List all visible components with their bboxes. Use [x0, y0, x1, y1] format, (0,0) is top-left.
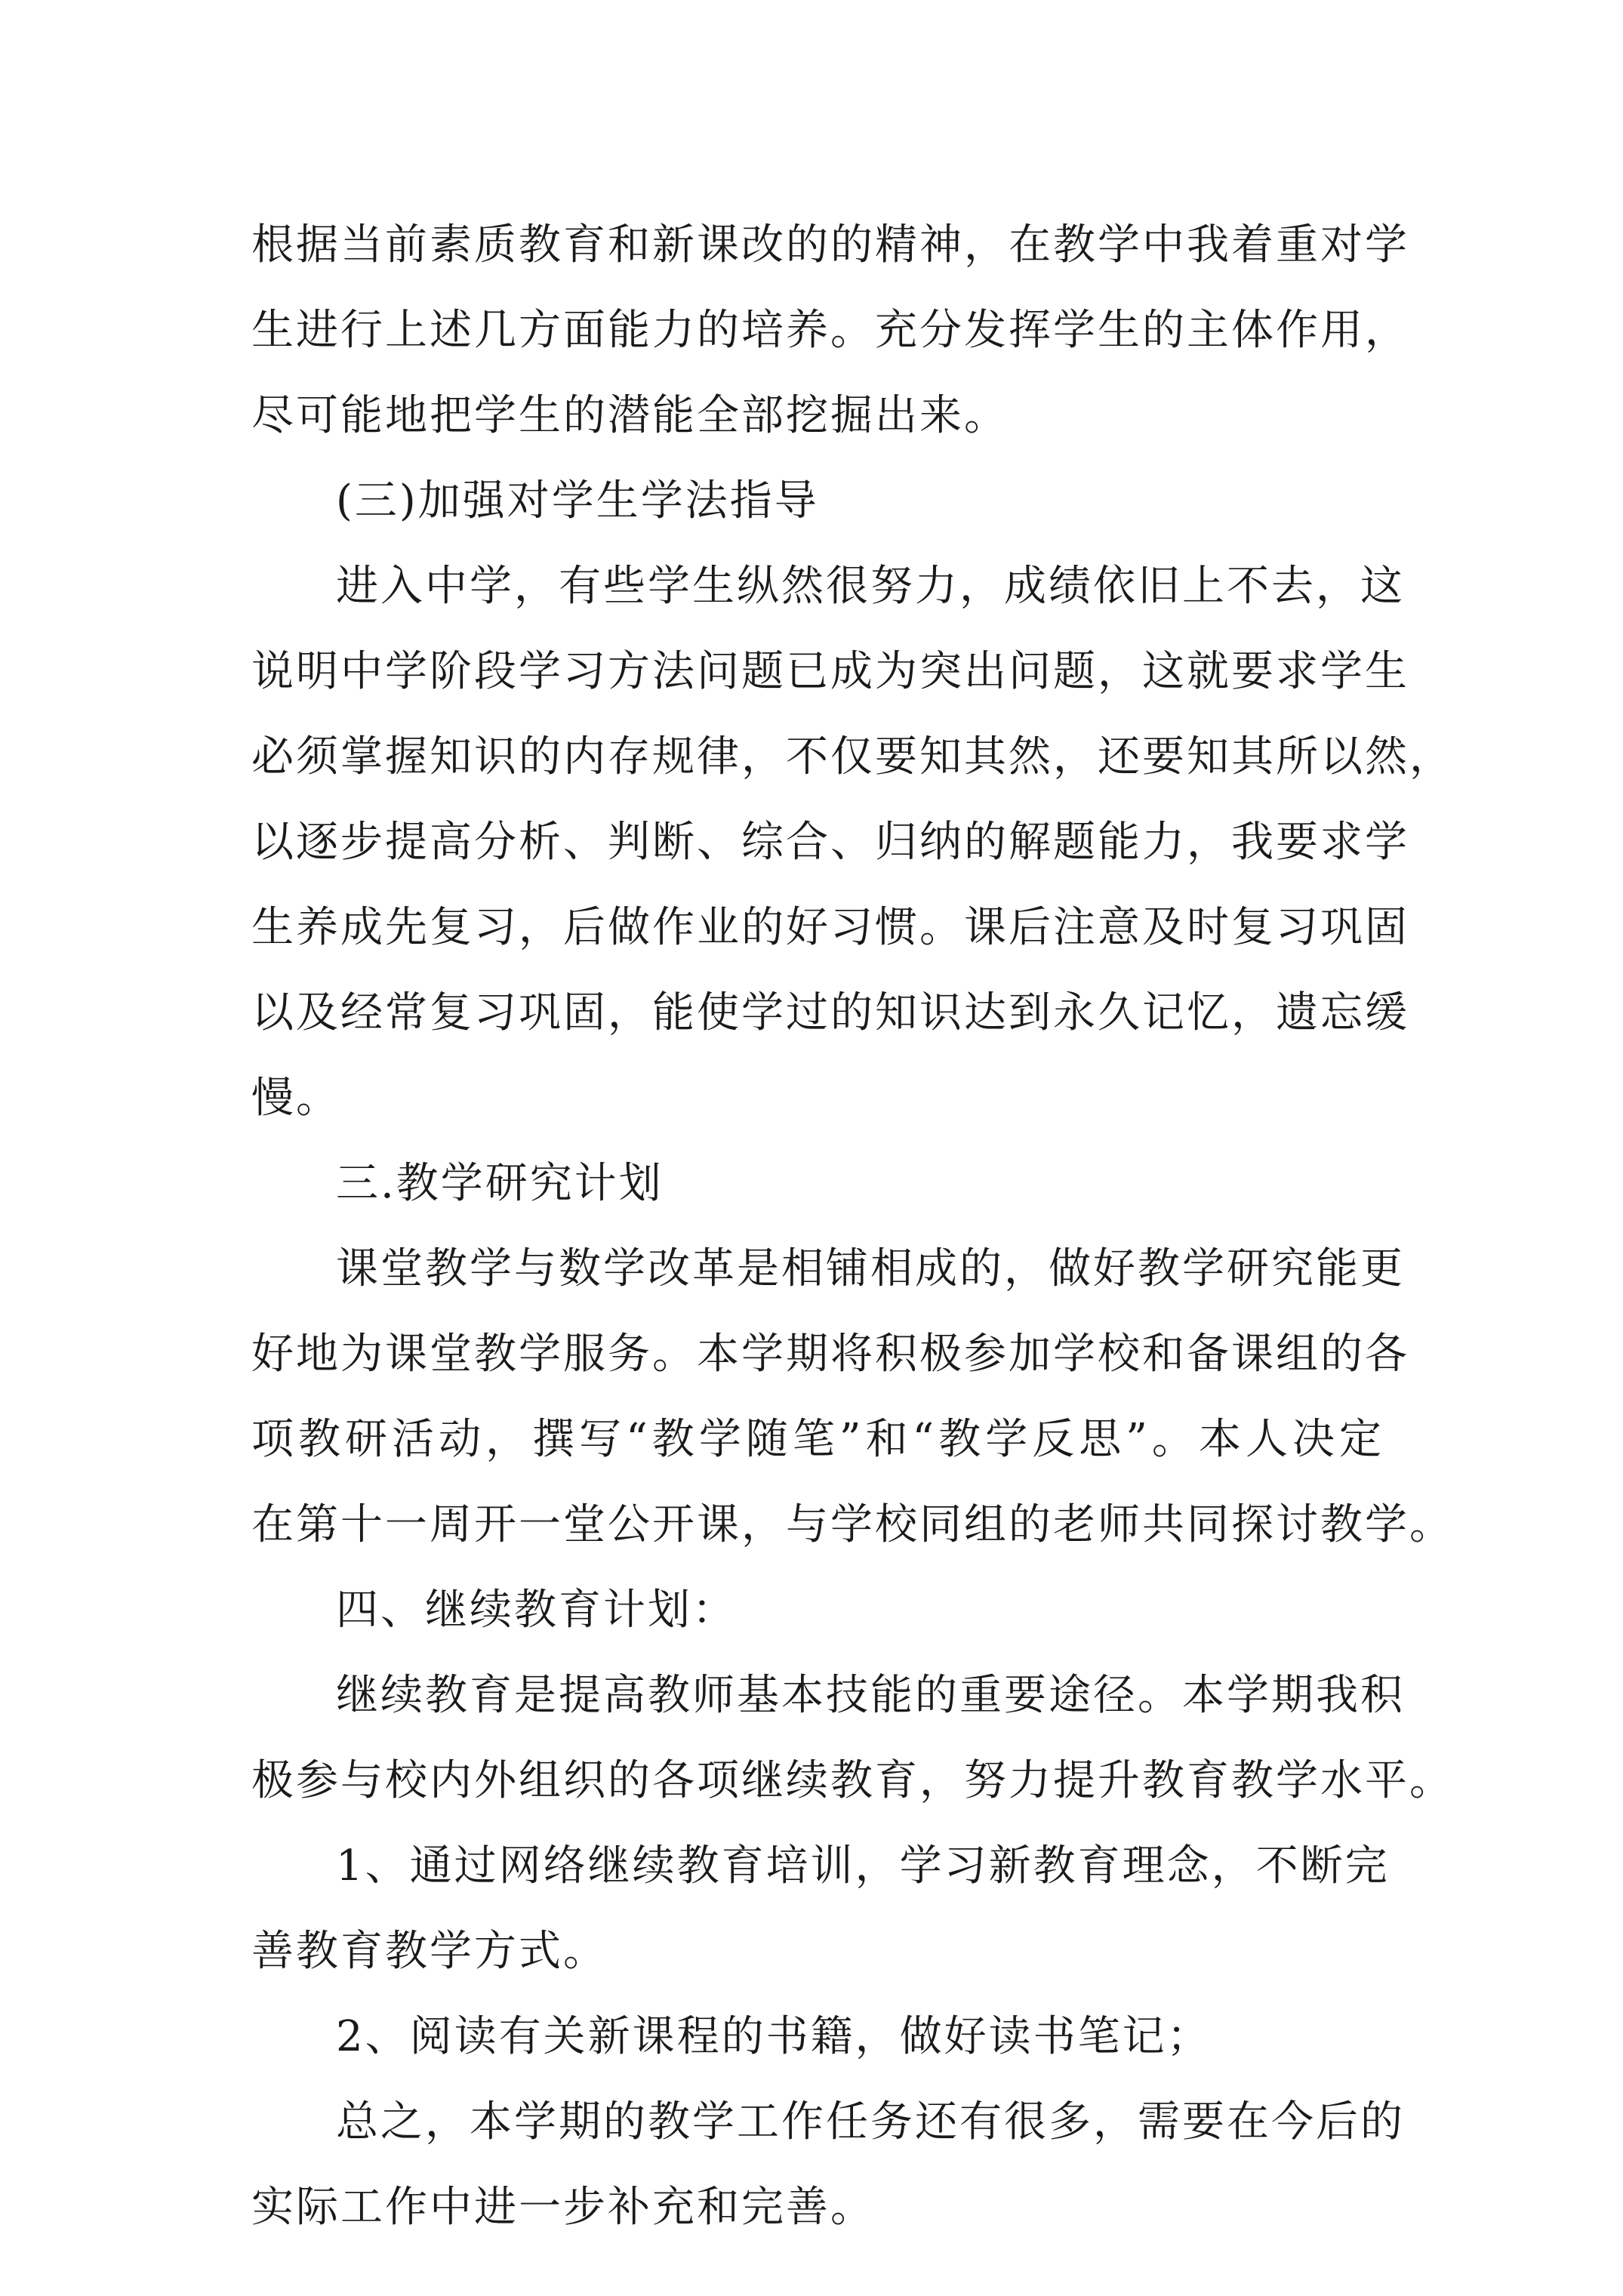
text-line: 极参与校内外组织的各项继续教育，努力提升教育教学水平。 — [251, 1756, 1454, 1805]
text-line: 好地为课堂教学服务。本学期将积极参加学校和备课组的各 — [251, 1330, 1409, 1379]
text-line: 必须掌握知识的内存规律，不仅要知其然，还要知其所以然， — [251, 732, 1454, 781]
text-line: 实际工作中进一步补充和完善。 — [251, 2183, 875, 2232]
text-line: 慢。 — [251, 1074, 340, 1123]
text-line: 根据当前素质教育和新课改的的精神，在教学中我着重对学 — [251, 220, 1409, 270]
text-line: 尽可能地把学生的潜能全部挖掘出来。 — [251, 391, 1009, 440]
text-line: 1、通过网络继续教育培训，学习新教育理念，不断完 — [336, 1841, 1390, 1891]
document-body — [251, 202, 1454, 2250]
section-heading: 三.教学研究计划 — [336, 1159, 664, 1208]
text-line: 说明中学阶段学习方法问题已成为突出问题，这就要求学生 — [251, 647, 1409, 696]
text-line: 生进行上述几方面能力的培养。充分发挥学生的主体作用， — [251, 306, 1409, 355]
text-line: 继续教育是提高教师基本技能的重要途径。本学期我积 — [336, 1671, 1405, 1720]
text-line: 项教研活动，撰写“教学随笔”和“教学反思”。本人决定 — [251, 1415, 1384, 1464]
section-heading: (三)加强对学生学法指导 — [336, 476, 819, 525]
section-heading: 四、继续教育计划： — [336, 1586, 737, 1635]
text-line: 2、阅读有关新课程的书籍，做好读书笔记； — [336, 2012, 1212, 2061]
text-line: 以逐步提高分析、判断、综合、归纳的解题能力，我要求学 — [251, 818, 1409, 867]
text-line: 善教育教学方式。 — [251, 1927, 608, 1976]
text-line: 进入中学，有些学生纵然很努力，成绩依旧上不去，这 — [336, 562, 1405, 611]
text-line: 课堂教学与数学改革是相铺相成的，做好教学研究能更 — [336, 1244, 1405, 1293]
text-line: 总之，本学期的教学工作任务还有很多，需要在今后的 — [336, 2097, 1405, 2147]
text-line: 以及经常复习巩固，能使学过的知识达到永久记忆，遗忘缓 — [251, 988, 1409, 1037]
text-line: 在第十一周开一堂公开课，与学校同组的老师共同探讨教学。 — [251, 1500, 1454, 1549]
text-line: 生养成先复习，后做作业的好习惯。课后注意及时复习巩固 — [251, 903, 1409, 952]
